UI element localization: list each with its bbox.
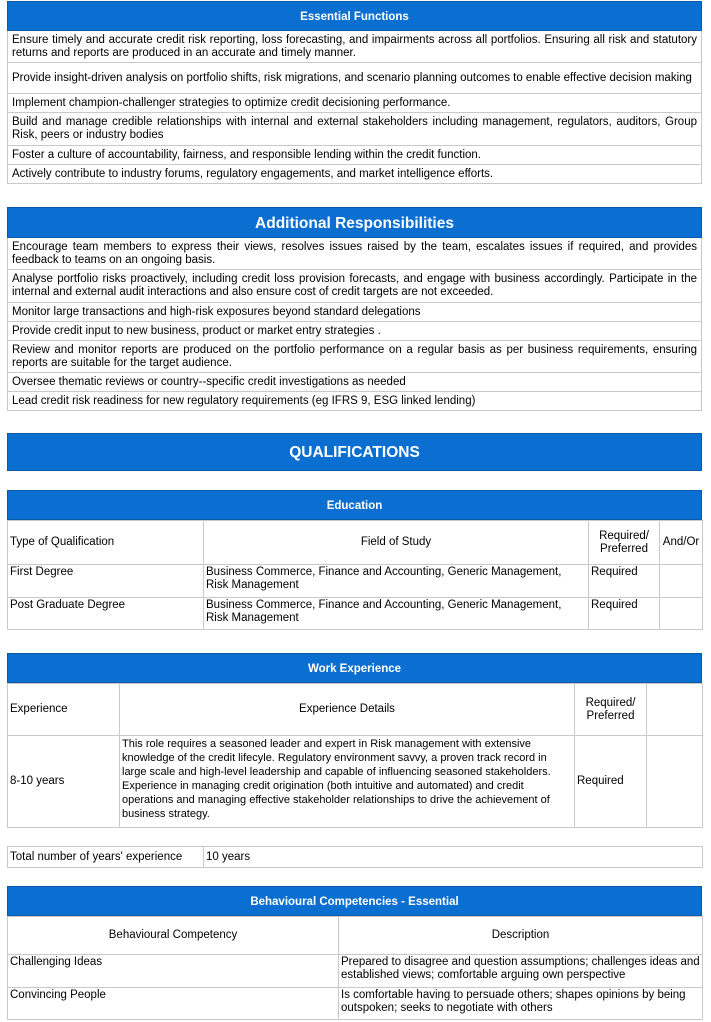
table-row bbox=[8, 736, 703, 828]
column-header: Description bbox=[339, 917, 703, 955]
list-item: Implement champion-challenger strategies to optimize credit decisioning performance. bbox=[7, 94, 702, 113]
table-cell: Business Commerce, Finance and Accounting, Generic Management, Risk Management bbox=[204, 598, 589, 630]
table-cell: First Degree bbox=[8, 565, 204, 598]
list-item: Oversee thematic reviews or country--specific credit investigations as needed bbox=[7, 373, 702, 392]
column-header: And/Or bbox=[660, 521, 703, 565]
qualifications-banner bbox=[7, 433, 702, 471]
table-row bbox=[8, 988, 703, 1020]
education-header: Education bbox=[7, 490, 702, 520]
essential-functions-header: Essential Functions bbox=[7, 1, 702, 31]
table-cell: Prepared to disagree and question assumptions; challenges ideas and established views; comfortable arguing own perspective bbox=[339, 955, 703, 988]
table-row bbox=[8, 955, 703, 988]
column-header: Type of Qualification bbox=[8, 521, 204, 565]
list-item: Ensure timely and accurate credit risk reporting, loss forecasting, and impairments across all portfolios. Ensuring all risk and statutory returns and reports are produced in an accurate and timely manner. bbox=[7, 31, 702, 63]
behavioural-competencies-header: Behavioural Competencies - Essential bbox=[7, 886, 702, 916]
education-section bbox=[7, 490, 702, 630]
column-header bbox=[647, 684, 703, 736]
behavioural-competencies-table bbox=[7, 916, 703, 1020]
table-cell: Required bbox=[589, 565, 660, 598]
table-header-row bbox=[8, 917, 703, 955]
additional-responsibilities-section bbox=[7, 207, 702, 411]
table-cell: Required bbox=[575, 736, 647, 828]
list-item: Encourage team members to express their views, resolves issues raised by the team, escalates issues if required, and provides feedback to teams on an ongoing basis. bbox=[7, 238, 702, 270]
list-item: Provide credit input to new business, product or market entry strategies . bbox=[7, 322, 702, 341]
table-cell: Convincing People bbox=[8, 988, 339, 1020]
total-experience-section bbox=[7, 846, 702, 868]
list-item: Build and manage credible relationships with internal and external stakeholders including management, regulators, auditors, Group Risk, peers or industry bodies bbox=[7, 113, 702, 146]
qualifications-title: QUALIFICATIONS bbox=[7, 433, 702, 471]
table-cell: 8-10 years bbox=[8, 736, 120, 828]
table-cell: This role requires a seasoned leader and expert in Risk management with extensive knowledge of the credit lifecyle. Regulatory environment savvy, a proven track record in large scale and high-level leadership and capable of influencing seasoned stakeholders. Experience in managing credit origination (both intuitive and automated) and credit operations and managing effective stakeholder relationships to drive the achievement of business strategy. bbox=[120, 736, 575, 828]
work-experience-section bbox=[7, 653, 702, 828]
work-experience-table bbox=[7, 683, 703, 828]
table-cell bbox=[660, 565, 703, 598]
table-cell: Required bbox=[589, 598, 660, 630]
table-cell: Post Graduate Degree bbox=[8, 598, 204, 630]
column-header: Experience Details bbox=[120, 684, 575, 736]
essential-functions-section bbox=[7, 1, 702, 184]
work-experience-header: Work Experience bbox=[7, 653, 702, 683]
list-item: Review and monitor reports are produced on the portfolio performance on a regular basis as per business requirements, ensuring reports are suitable for the target audience. bbox=[7, 341, 702, 373]
behavioural-competencies-section bbox=[7, 886, 702, 1020]
table-cell bbox=[647, 736, 703, 828]
list-item: Actively contribute to industry forums, regulatory engagements, and market intelligence efforts. bbox=[7, 165, 702, 184]
table-cell bbox=[660, 598, 703, 630]
list-item: Monitor large transactions and high-risk exposures beyond standard delegations bbox=[7, 303, 702, 322]
table-row bbox=[8, 847, 703, 868]
additional-responsibilities-header: Additional Responsibilities bbox=[7, 207, 702, 238]
table-row bbox=[8, 598, 703, 630]
column-header: Field of Study bbox=[204, 521, 589, 565]
table-header-row bbox=[8, 684, 703, 736]
list-item: Lead credit risk readiness for new regulatory requirements (eg IFRS 9, ESG linked lending) bbox=[7, 392, 702, 411]
total-experience-table bbox=[7, 846, 703, 868]
total-experience-value: 10 years bbox=[204, 847, 703, 868]
list-item: Provide insight-driven analysis on portfolio shifts, risk migrations, and scenario planning outcomes to enable effective decision making bbox=[7, 63, 702, 94]
total-experience-label: Total number of years' experience bbox=[8, 847, 204, 868]
list-item: Analyse portfolio risks proactively, including credit loss provision forecasts, and engage with business accordingly. Participate in the internal and external audit interactions and also ensure cost of credit targets are not exceeded. bbox=[7, 270, 702, 303]
education-table bbox=[7, 520, 703, 630]
list-item: Foster a culture of accountability, fairness, and responsible lending within the credit function. bbox=[7, 146, 702, 165]
table-header-row bbox=[8, 521, 703, 565]
table-cell: Business Commerce, Finance and Accounting, Generic Management, Risk Management bbox=[204, 565, 589, 598]
column-header: Experience bbox=[8, 684, 120, 736]
table-cell: Is comfortable having to persuade others; shapes opinions by being outspoken; seeks to negotiate with others bbox=[339, 988, 703, 1020]
column-header: Behavioural Competency bbox=[8, 917, 339, 955]
column-header: Required/ Preferred bbox=[589, 521, 660, 565]
table-row bbox=[8, 565, 703, 598]
table-cell: Challenging Ideas bbox=[8, 955, 339, 988]
column-header: Required/ Preferred bbox=[575, 684, 647, 736]
